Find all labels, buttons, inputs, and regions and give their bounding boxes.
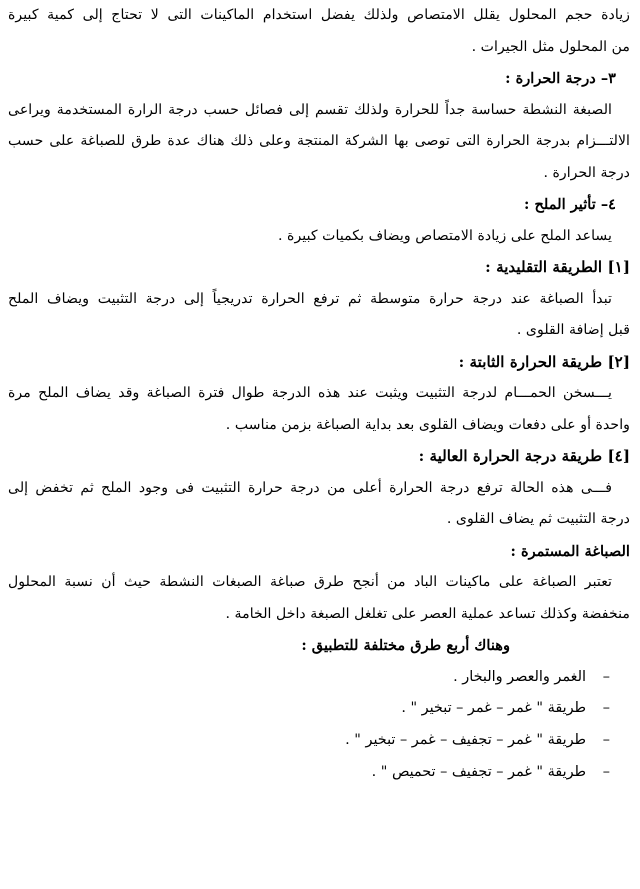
heading-method-high-temperature: [٤] طريقة درجة الحرارة العالية : (418, 447, 630, 465)
heading-four-methods: وهناك أربع طرق مختلفة للتطبيق : (301, 637, 510, 654)
paragraph-method-traditional (8, 284, 630, 347)
list-item-text: طريقة " غمر – تجفيف – تحميص " . (371, 763, 586, 780)
heading-salt-effect: ٤– تأثير الملح : (524, 196, 616, 213)
text-line: يساعد الملح على زيادة الامتصاص ويضاف بكميات كبيرة . (278, 227, 612, 244)
text-line: تعتبر الصباغة على ماكينات الباد من أنجح طرق صباغة الصبغات النشطة حيث أن نسبة المحلول (8, 574, 612, 590)
list-item (8, 662, 610, 694)
dash-bullet: – (602, 700, 610, 717)
paragraph-salt (8, 221, 630, 253)
paragraph-continuous-dyeing (8, 567, 630, 630)
dash-bullet: – (602, 763, 610, 780)
text-line: واحدة أو على دفعات ويضاف القلوى بعد بداية الصباغة بزمن مناسب . (225, 416, 630, 433)
paragraph-method-constant-temperature (8, 378, 630, 441)
list-item (8, 725, 610, 757)
text-line: الالتـــزام بدرجة الحرارة التى توصى بها الشركة المنتجة وعلى ذلك هناك عدة طرق للصباغة على حسب (8, 133, 630, 149)
application-methods-list (8, 662, 630, 789)
list-item-text: الغمر والعصر والبخار . (453, 668, 586, 685)
text-line: فـــى هذه الحالة ترفع درجة الحرارة أعلى من درجة حرارة التثبيت فى وجود الملح ثم تخفض إلى (8, 479, 612, 496)
text-line: من المحلول مثل الجيرات . (471, 38, 630, 55)
heading-method-constant-temperature: [٢] طريقة الحرارة الثابتة : (458, 352, 630, 371)
list-item-text: طريقة " غمر – غمر – تبخير " . (401, 700, 586, 717)
text-line: يـــسخن الحمـــام لدرجة التثبيت ويثبت عند هذه الدرجة طوال فترة الصباغة وقد يضاف الملح مرة (8, 385, 612, 401)
dash-bullet: – (602, 732, 610, 749)
list-item (8, 757, 610, 789)
text-line: منخفضة وكذلك تساعد عملية العصر على تغلغل الصبغة داخل الخامة . (225, 605, 630, 622)
list-item (8, 693, 610, 725)
paragraph-temperature (8, 95, 630, 190)
paragraph-solution-volume (8, 0, 630, 63)
text-line: زيادة حجم المحلول يقلل الامتصاص ولذلك يفضل استخدام الماكينات التى لا تحتاج إلى كمية كبيرة (8, 7, 630, 23)
dash-bullet: – (602, 668, 610, 685)
paragraph-method-high-temperature (8, 473, 630, 536)
heading-method-traditional: [١] الطريقة التقليدية : (485, 258, 630, 276)
heading-continuous-dyeing: الصباغة المستمرة : (510, 542, 630, 560)
text-line: درجة الحرارة . (543, 164, 630, 181)
list-item-text: طريقة " غمر – تجفيف – غمر – تبخير " . (345, 732, 586, 749)
text-line: درجة التثبيت ثم يضاف القلوى . (446, 511, 630, 527)
text-line: تبدأ الصباغة عند درجة حرارة متوسطة ثم ترفع الحرارة تدريجياً إلى درجة التثبيت ويضاف الملح (8, 290, 612, 307)
heading-temperature: ٣– درجة الحرارة : (505, 70, 616, 87)
text-line: قبل إضافة القلوى . (516, 322, 630, 338)
text-line: الصبغة النشطة حساسة جداً للحرارة ولذلك تقسم إلى فصائل حسب درجة الرارة المستخدمة ويراعى (8, 101, 612, 118)
